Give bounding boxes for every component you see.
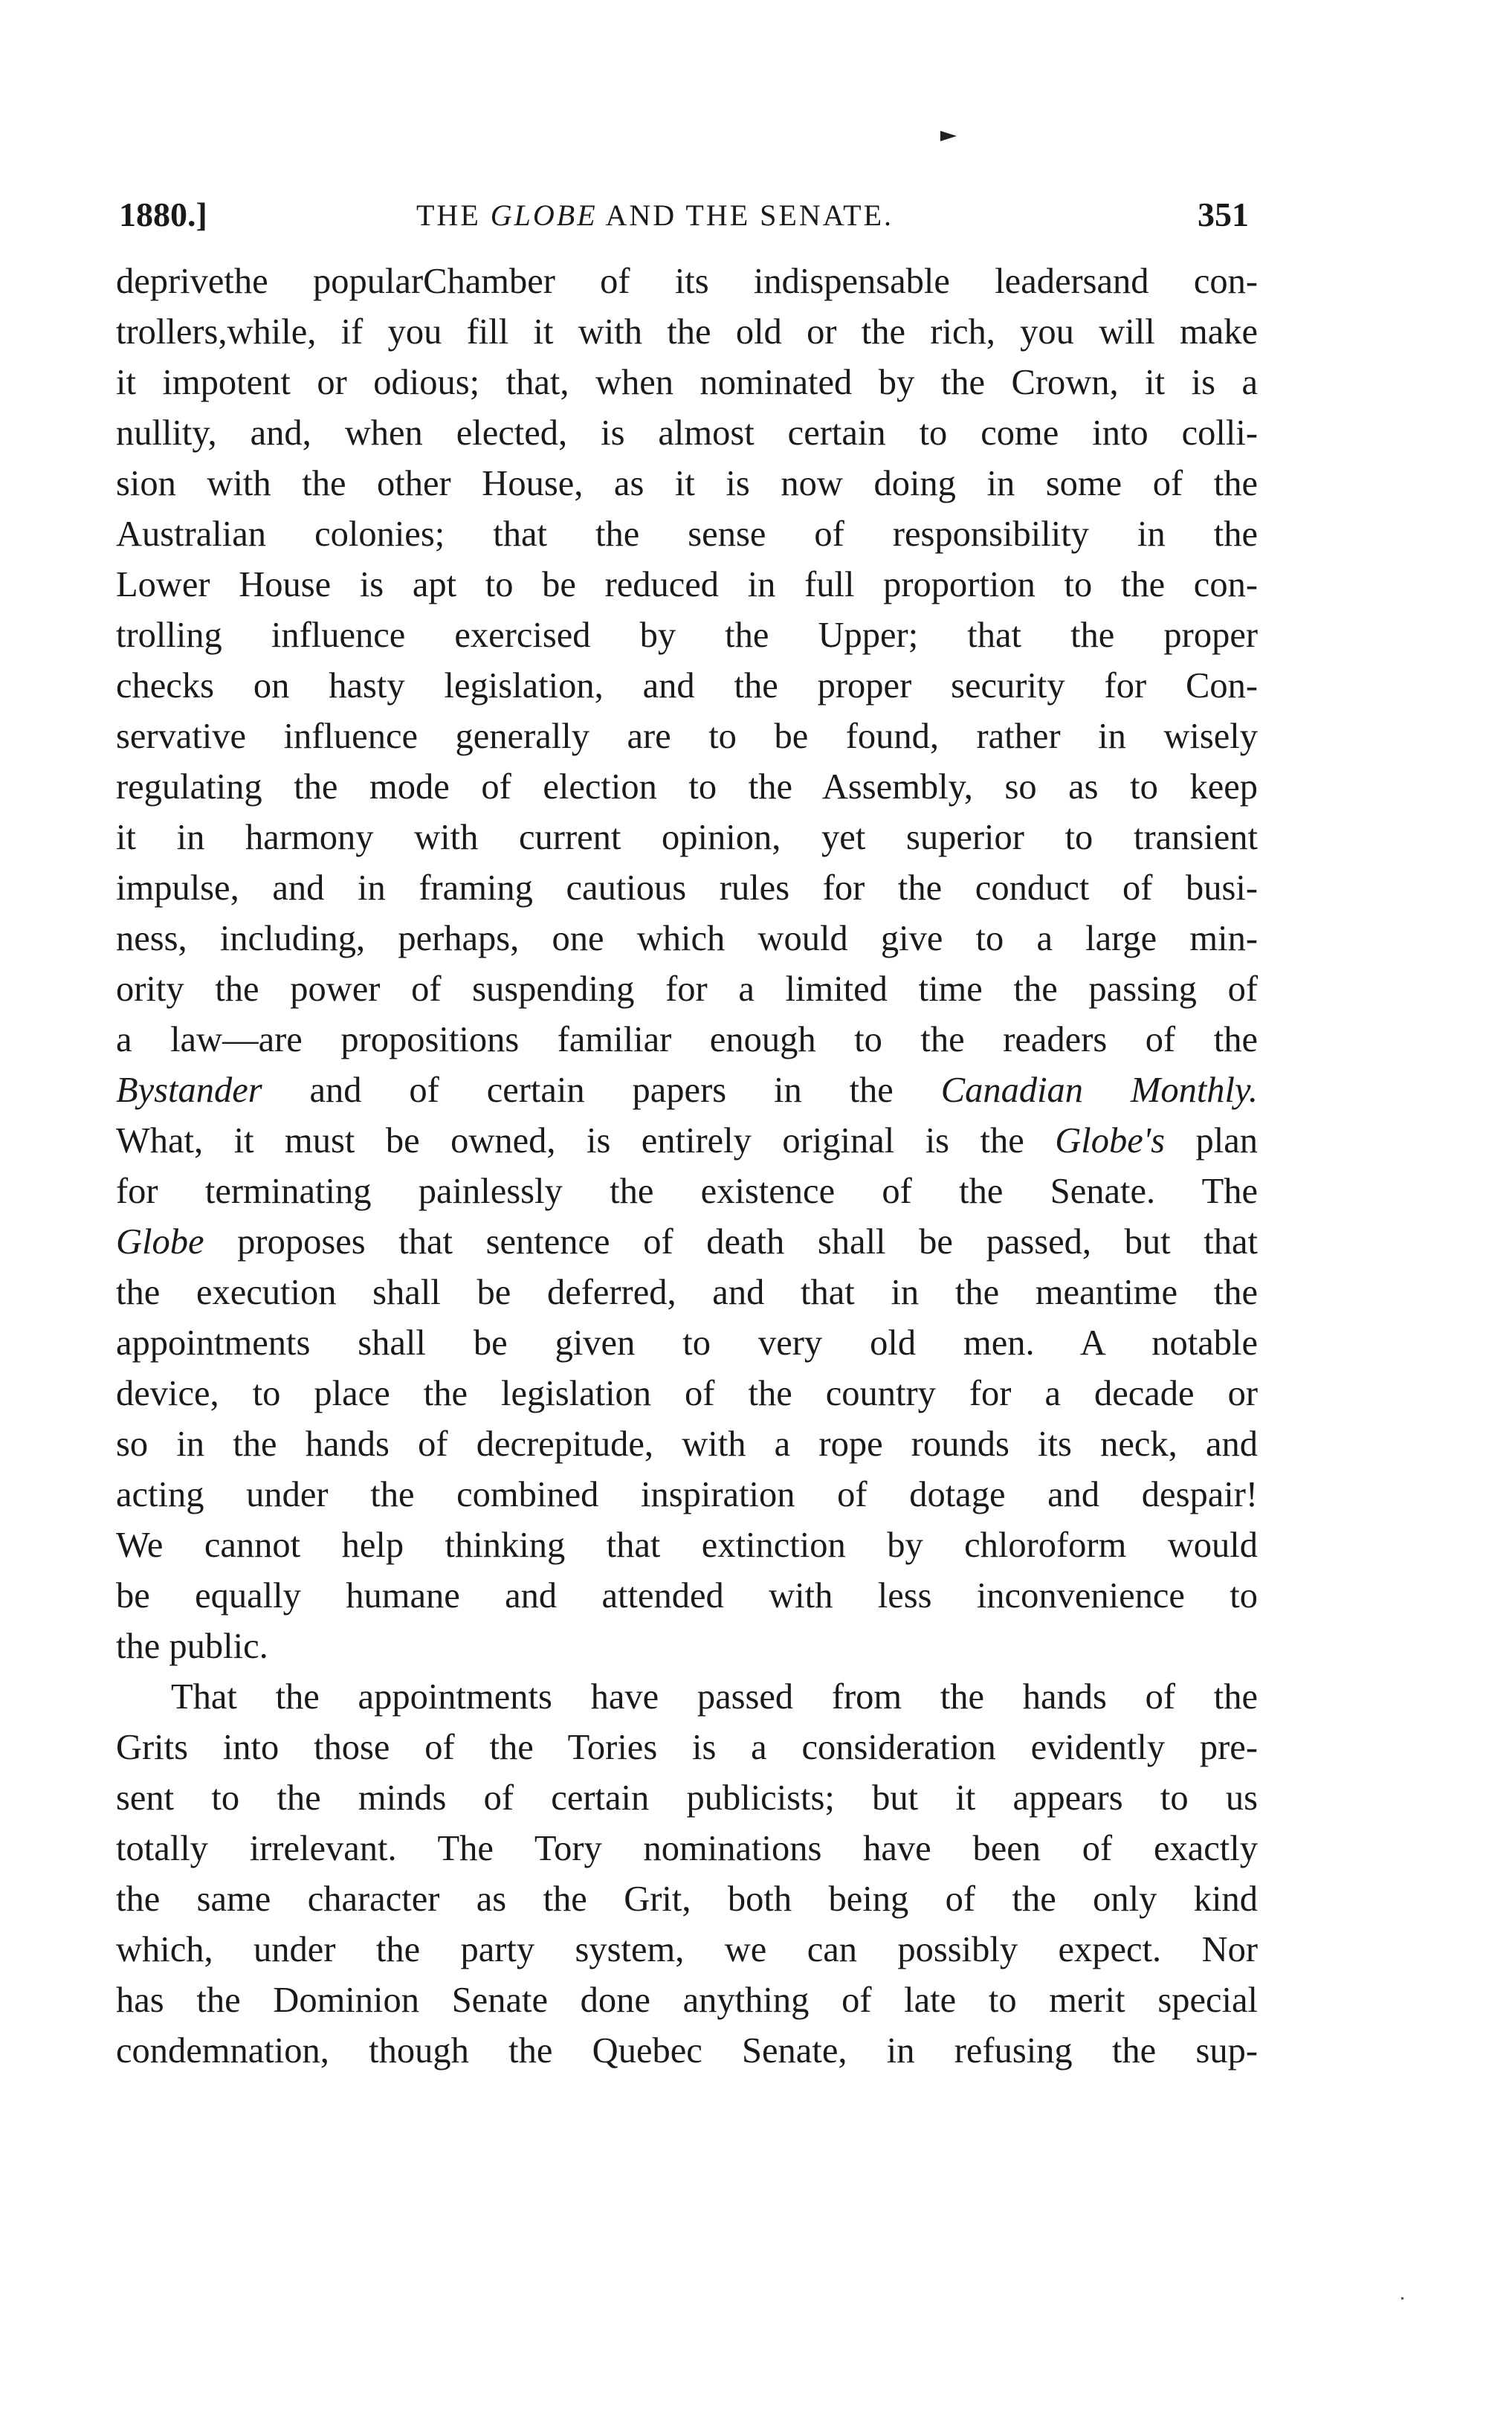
- text-line: deprivethe popularChamber of its indispensable leadersand con-: [116, 262, 1258, 301]
- text-line: sent to the minds of certain publicists; but it appears to us: [116, 1778, 1258, 1818]
- text-line: a law—are propositions familiar enough to the readers of the: [116, 1020, 1258, 1059]
- text-line: That the appointments have passed from the hands of the: [171, 1677, 1258, 1717]
- text-line: servative influence generally are to be found, rather in wisely: [116, 717, 1258, 756]
- text-line: the execution shall be deferred, and that in the meantime the: [116, 1273, 1258, 1312]
- text-line: totally irrelevant. The Tory nominations have been of exactly: [116, 1829, 1258, 1868]
- ink-mark: [940, 131, 957, 141]
- text-line: trollers,while, if you fill it with the old or the rich, you will make: [116, 312, 1258, 352]
- running-header: [119, 195, 1249, 247]
- text-line: nullity, and, when elected, is almost certain to come into colli-: [116, 413, 1258, 453]
- text-line: Lower House is apt to be reduced in full proportion to the con-: [116, 565, 1258, 604]
- text-line: which, under the party system, we can possibly expect. Nor: [116, 1930, 1258, 1969]
- text-line: the public.: [116, 1627, 268, 1666]
- text-line: What, it must be owned, is entirely original is the Globe's plan: [116, 1121, 1258, 1161]
- body-text: [116, 256, 1258, 2076]
- text-line: sion with the other House, as it is now doing in some of the: [116, 464, 1258, 503]
- text-line: regulating the mode of election to the Assembly, so as to keep: [116, 767, 1258, 807]
- text-line: be equally humane and attended with less inconvenience to: [116, 1576, 1258, 1616]
- text-line: acting under the combined inspiration of dotage and despair!: [116, 1475, 1258, 1514]
- text-line: We cannot help thinking that extinction by chloroform would: [116, 1526, 1258, 1565]
- text-line: Globe proposes that sentence of death shall be passed, but that: [116, 1222, 1258, 1262]
- text-line: Australian colonies; that the sense of responsibility in the: [116, 514, 1258, 554]
- text-line: it in harmony with current opinion, yet superior to transient: [116, 818, 1258, 857]
- speck: [1401, 2297, 1403, 2299]
- text-line: condemnation, though the Quebec Senate, in refusing the sup-: [116, 2031, 1258, 2071]
- text-line: ority the power of suspending for a limited time the passing of: [116, 969, 1258, 1009]
- text-line: device, to place the legislation of the country for a decade or: [116, 1374, 1258, 1413]
- text-line: the same character as the Grit, both being of the only kind: [116, 1879, 1258, 1919]
- text-line: Grits into those of the Tories is a consideration evidently pre-: [116, 1728, 1258, 1767]
- text-line: has the Dominion Senate done anything of late to merit special: [116, 1981, 1258, 2020]
- text-line: ness, including, perhaps, one which would give to a large min-: [116, 919, 1258, 958]
- text-line: appointments shall be given to very old men. A notable: [116, 1323, 1258, 1363]
- text-line: trolling influence exercised by the Upper; that the proper: [116, 616, 1258, 655]
- page-number: 351: [1198, 196, 1249, 233]
- text-line: Bystander and of certain papers in the Canadian Monthly.: [116, 1071, 1258, 1110]
- header-year: 1880.]: [119, 196, 207, 233]
- text-line: so in the hands of decrepitude, with a rope rounds its neck, and: [116, 1424, 1258, 1464]
- text-line: checks on hasty legislation, and the proper security for Con-: [116, 666, 1258, 706]
- text-line: impulse, and in framing cautious rules for the conduct of busi-: [116, 868, 1258, 908]
- header-title: THE GLOBE AND THE SENATE.: [416, 199, 894, 232]
- text-line: for terminating painlessly the existence of the Senate. The: [116, 1172, 1258, 1211]
- text-line: it impotent or odious; that, when nominated by the Crown, it is a: [116, 363, 1258, 402]
